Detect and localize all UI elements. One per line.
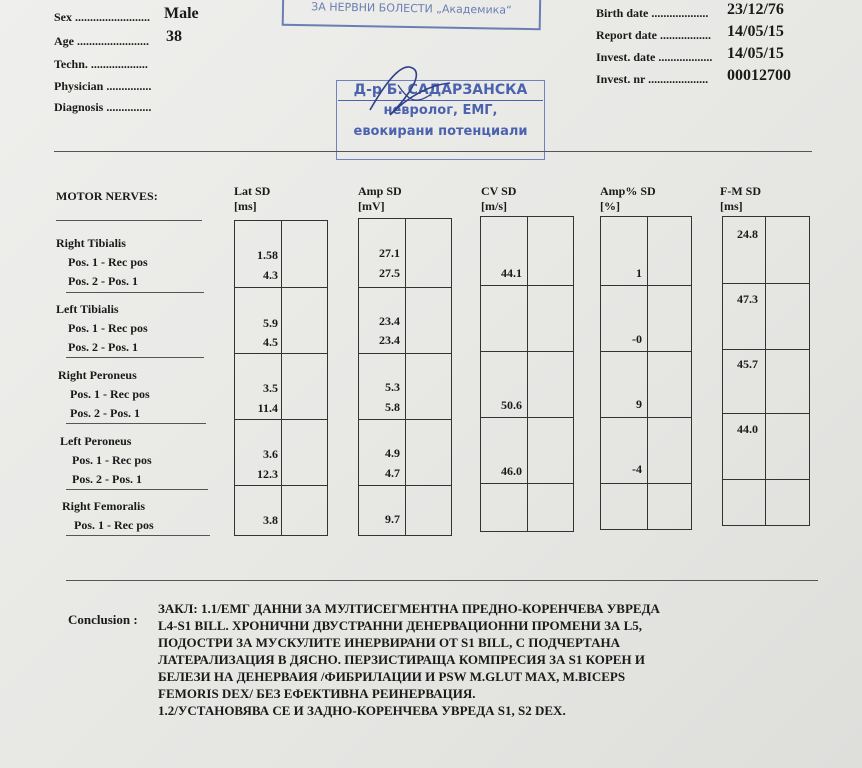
nerve-pos2: Pos. 2 - Pos. 1 bbox=[68, 274, 138, 288]
doctor-name: Д-р Б. САДАРЗАНСКА bbox=[338, 82, 543, 101]
doctor-title: невролог, ЕМГ, bbox=[383, 103, 498, 118]
cv-header-unit: [m/s] bbox=[481, 199, 507, 213]
nerve-pos1: Pos. 1 - Rec pos bbox=[68, 321, 148, 335]
lat-value: 5.9 bbox=[263, 316, 278, 330]
amp-value: 23.4 bbox=[379, 314, 400, 328]
header-divider bbox=[54, 151, 812, 152]
amp-pct-value: -4 bbox=[632, 462, 642, 476]
fm-header-label: F-M SD bbox=[720, 184, 761, 198]
lat-value: 3.6 bbox=[263, 447, 278, 461]
lat-value: 11.4 bbox=[257, 401, 278, 415]
lat-header-unit: [ms] bbox=[234, 199, 257, 213]
cv-value: 44.1 bbox=[501, 266, 522, 280]
amp-value: 4.9 bbox=[385, 446, 400, 460]
cv-column-header bbox=[481, 184, 516, 214]
amp-pct-column-box bbox=[600, 216, 692, 530]
row-divider bbox=[66, 423, 206, 424]
nerve-pos1: Pos. 1 - Rec pos bbox=[74, 518, 154, 532]
amp-header-unit: [mV] bbox=[358, 199, 385, 213]
lat-value: 12.3 bbox=[257, 467, 278, 481]
invest-date-value: 14/05/15 bbox=[727, 45, 784, 62]
amp-value: 5.3 bbox=[385, 380, 400, 394]
amp-value: 9.7 bbox=[385, 512, 400, 526]
invest-date-label: Invest. date .................. bbox=[596, 50, 713, 64]
birth-date-label: Birth date ................... bbox=[596, 6, 709, 20]
sex-value: Male bbox=[164, 5, 199, 22]
cv-value: 46.0 bbox=[501, 464, 522, 478]
amp-header-label: Amp SD bbox=[358, 184, 402, 198]
age-label: Age ........................ bbox=[54, 34, 149, 48]
amp-value: 27.5 bbox=[379, 266, 400, 280]
cv-column-box bbox=[480, 216, 574, 532]
amp-value: 5.8 bbox=[385, 400, 400, 414]
report-date-value: 14/05/15 bbox=[727, 23, 784, 40]
lat-column-header bbox=[234, 184, 270, 214]
amp-pct-header-unit: [%] bbox=[600, 199, 620, 213]
row-divider bbox=[66, 292, 204, 293]
fm-value: 44.0 bbox=[737, 422, 758, 436]
sex-label: Sex ......................... bbox=[54, 10, 150, 24]
nerve-pos1: Pos. 1 - Rec pos bbox=[70, 387, 150, 401]
amp-column-header bbox=[358, 184, 402, 214]
nerve-name: Right Tibialis bbox=[56, 236, 126, 250]
nerve-name: Left Tibialis bbox=[56, 302, 119, 316]
amp-value: 27.1 bbox=[379, 246, 400, 260]
fm-value: 24.8 bbox=[737, 227, 758, 241]
report-date-label: Report date ................. bbox=[596, 28, 711, 42]
doctor-specialty: евокирани потенциали bbox=[353, 124, 528, 139]
amp-pct-value: 9 bbox=[636, 397, 642, 411]
amp-pct-header-label: Amp% SD bbox=[600, 184, 656, 198]
amp-pct-value: 1 bbox=[636, 266, 642, 280]
fm-column-header bbox=[720, 184, 761, 214]
cv-value: 50.6 bbox=[501, 398, 522, 412]
physician-label: Physician ............... bbox=[54, 79, 152, 93]
row-divider bbox=[66, 535, 210, 536]
diagnosis-label: Diagnosis ............... bbox=[54, 100, 152, 114]
lat-value: 3.8 bbox=[263, 513, 278, 527]
nerve-pos1: Pos. 1 - Rec pos bbox=[72, 453, 152, 467]
fm-value: 47.3 bbox=[737, 292, 758, 306]
lat-value: 1.58 bbox=[257, 248, 278, 262]
amp-pct-value: -0 bbox=[632, 332, 642, 346]
amp-value: 23.4 bbox=[379, 333, 400, 347]
invest-nr-label: Invest. nr .................... bbox=[596, 72, 709, 86]
invest-nr-value: 00012700 bbox=[727, 67, 791, 84]
nerve-pos2: Pos. 2 - Pos. 1 bbox=[70, 406, 140, 420]
title-underline bbox=[56, 220, 202, 221]
nerve-name: Right Femoralis bbox=[62, 499, 145, 513]
fm-header-unit: [ms] bbox=[720, 199, 743, 213]
row-divider bbox=[66, 357, 204, 358]
institution-stamp bbox=[282, 0, 542, 30]
amp-value: 4.7 bbox=[385, 466, 400, 480]
motor-nerves-title: MOTOR NERVES: bbox=[56, 189, 158, 203]
signature-icon bbox=[360, 55, 460, 125]
row-divider bbox=[66, 489, 208, 490]
conclusion-text: ЗАКЛ: 1.1/ЕМГ ДАННИ ЗА МУЛТИСЕГМЕНТНА ПРЕДНО-КОРЕНЧЕВА УВРЕДА L4-S1 BILL. ХРОНИЧНИ ДВУСТРАННИ ДЕНЕРВАЦИОННИ ПРОМЕНИ ЗА L5, ПОДОСТРИ ЗА МУСКУЛИТЕ ИНЕРВИРАНИ ОТ S1 BILL, С ПОДЧЕРТАНА ЛАТЕРАЛИЗАЦИЯ В ДЯСНО. ПЕРЗИСТИРАЩА КОМПРЕСИЯ ЗА S1 КОРЕН И БЕЛЕЗИ НА ДЕНЕРВАИЯ /ФИБРИЛАЦИИ И PSW M.GLUT MAX, M.BICEPS FEMORIS DEX/ БЕЗ ЕФЕКТИВНА РЕИНЕРВАЦИЯ. 1.2/УСТАНОВЯВА СЕ И ЗАДНО-КОРЕНЧЕВА УВРЕДА S1, S2 DEX. bbox=[158, 601, 660, 718]
fm-value: 45.7 bbox=[737, 357, 758, 371]
conclusion-divider bbox=[66, 580, 818, 581]
lat-value: 4.5 bbox=[263, 335, 278, 349]
nerve-name: Right Peroneus bbox=[58, 368, 137, 382]
cv-header-label: CV SD bbox=[481, 184, 517, 198]
lat-header-label: Lat SD bbox=[234, 184, 271, 198]
lat-value: 3.5 bbox=[263, 381, 278, 395]
nerve-name: Left Peroneus bbox=[60, 434, 132, 448]
techn-label: Techn. ................... bbox=[54, 57, 148, 71]
lat-value: 4.3 bbox=[263, 268, 278, 282]
nerve-pos2: Pos. 2 - Pos. 1 bbox=[72, 472, 142, 486]
age-value: 38 bbox=[166, 28, 182, 45]
amp-pct-column-header bbox=[600, 184, 656, 214]
birth-date-value: 23/12/76 bbox=[727, 1, 784, 18]
institution-stamp-text: ЗА НЕРВНИ БОЛЕСТИ „Академика“ bbox=[311, 0, 512, 17]
nerve-pos2: Pos. 2 - Pos. 1 bbox=[68, 340, 138, 354]
nerve-pos1: Pos. 1 - Rec pos bbox=[68, 255, 148, 269]
conclusion-label: Conclusion : bbox=[68, 612, 138, 627]
